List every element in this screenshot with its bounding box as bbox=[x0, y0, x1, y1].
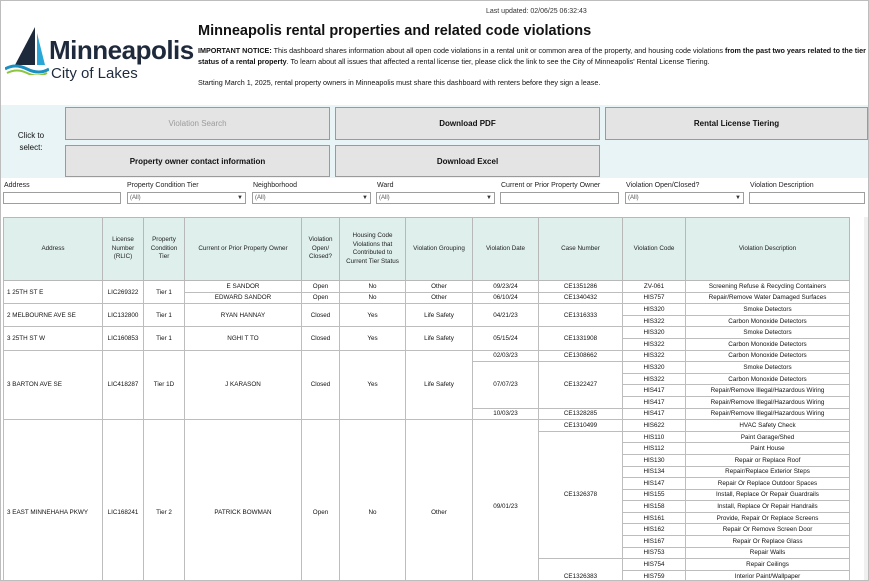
violations-table bbox=[3, 217, 859, 580]
ward-filter-value: (All) bbox=[379, 195, 390, 201]
table-cell: HIS162 bbox=[623, 524, 686, 536]
filter-label-address: Address bbox=[4, 182, 30, 189]
table-cell: LIC269322 bbox=[103, 281, 144, 304]
table-cell: Closed bbox=[302, 304, 340, 327]
table-cell: HIS320 bbox=[623, 327, 686, 339]
table-cell: Repair Or Replace Glass bbox=[686, 536, 850, 548]
table-cell: HIS322 bbox=[623, 315, 686, 327]
table-cell: Smoke Detectors bbox=[686, 362, 850, 374]
table-cell: 02/03/23 bbox=[473, 350, 539, 362]
button-panel bbox=[1, 105, 868, 178]
table-cell: CE1326378 bbox=[539, 431, 623, 559]
starting-notice: Starting March 1, 2025, rental property owners in Minneapolis must share this dashboard with renters before they sign a lease. bbox=[198, 78, 601, 87]
table-cell: CE1340432 bbox=[539, 292, 623, 304]
table-cell: Open bbox=[302, 281, 340, 293]
column-header[interactable]: Current or Prior Property Owner bbox=[185, 218, 302, 281]
filter-label-neighborhood: Neighborhood bbox=[253, 182, 297, 189]
table-cell: HIS130 bbox=[623, 454, 686, 466]
table-cell: Carbon Monoxide Detectors bbox=[686, 338, 850, 350]
notice-text-2: . To learn about all issues that affected a rental license tier, please click the link to see the City of Minneapolis' Rental License Tiering. bbox=[286, 56, 710, 66]
address-filter-input[interactable] bbox=[3, 192, 121, 204]
table-cell: Repair Or Remove Screen Door bbox=[686, 524, 850, 536]
table-cell: Smoke Detectors bbox=[686, 327, 850, 339]
table-cell: E SANDOR bbox=[185, 281, 302, 293]
table-row bbox=[4, 420, 859, 432]
table-cell: Paint Garage/Shed bbox=[686, 431, 850, 443]
table-cell: Carbon Monoxide Detectors bbox=[686, 315, 850, 327]
table-row bbox=[4, 281, 859, 293]
sail-logo-icon bbox=[5, 25, 49, 75]
ward-filter-select[interactable] bbox=[376, 192, 495, 204]
table-cell: HIS320 bbox=[623, 304, 686, 316]
table-cell: HIS417 bbox=[623, 385, 686, 397]
table-cell: Tier 1 bbox=[144, 327, 185, 350]
table-cell: Install, Replace Or Repair Handrails bbox=[686, 501, 850, 513]
column-header[interactable]: Violation Code bbox=[623, 218, 686, 281]
table-cell: Other bbox=[406, 292, 473, 304]
logo-tagline: City of Lakes bbox=[51, 65, 138, 82]
table-cell: Provide, Repair Or Replace Screens bbox=[686, 512, 850, 524]
table-cell: Repair/Remove Water Damaged Surfaces bbox=[686, 292, 850, 304]
table-cell: Repair Walls bbox=[686, 547, 850, 559]
property-owner-contact-button[interactable]: Property owner contact information bbox=[65, 145, 330, 177]
column-header[interactable]: Violation Open/ Closed? bbox=[302, 218, 340, 281]
table-cell: HIS161 bbox=[623, 512, 686, 524]
table-cell: HIS753 bbox=[623, 547, 686, 559]
table-cell: Other bbox=[406, 281, 473, 293]
table-cell: Tier 1 bbox=[144, 304, 185, 327]
table-cell: 09/23/24 bbox=[473, 281, 539, 293]
table-cell: 07/07/23 bbox=[473, 362, 539, 408]
chevron-down-icon: ▼ bbox=[362, 195, 368, 201]
table-scrollbar[interactable] bbox=[864, 217, 868, 580]
open-closed-filter-select[interactable] bbox=[625, 192, 744, 204]
neighborhood-filter-value: (All) bbox=[255, 195, 266, 201]
table-cell: Repair/Remove Illegal/Hazardous Wiring bbox=[686, 385, 850, 397]
table-cell: HIS134 bbox=[623, 466, 686, 478]
table-cell: EDWARD SANDOR bbox=[185, 292, 302, 304]
tier-filter-value: (All) bbox=[130, 195, 141, 201]
table-cell: Life Safety bbox=[406, 350, 473, 420]
table-cell: No bbox=[340, 292, 406, 304]
table-cell: Closed bbox=[302, 350, 340, 420]
table-cell: Carbon Monoxide Detectors bbox=[686, 350, 850, 362]
column-header[interactable]: Violation Description bbox=[686, 218, 850, 281]
column-header[interactable]: Case Number bbox=[539, 218, 623, 281]
table-cell: Other bbox=[406, 420, 473, 580]
owner-filter-input[interactable] bbox=[500, 192, 619, 204]
table-cell: Repair/Remove Illegal/Hazardous Wiring bbox=[686, 408, 850, 420]
table-cell: Repair or Replace Roof bbox=[686, 454, 850, 466]
filter-label-open-closed: Violation Open/Closed? bbox=[626, 182, 700, 189]
notice-label: IMPORTANT NOTICE: bbox=[198, 46, 272, 55]
table-cell: 1 25TH ST E bbox=[4, 281, 103, 304]
table-cell: 09/01/23 bbox=[473, 420, 539, 580]
table-cell: PATRICK BOWMAN bbox=[185, 420, 302, 580]
table-cell: No bbox=[340, 420, 406, 580]
description-filter-input[interactable] bbox=[749, 192, 865, 204]
filter-label-ward: Ward bbox=[377, 182, 394, 189]
table-header-row bbox=[4, 218, 859, 281]
important-notice bbox=[198, 46, 866, 67]
chevron-down-icon: ▼ bbox=[735, 195, 741, 201]
table-row bbox=[4, 304, 859, 316]
table-cell: Repair/Remove Illegal/Hazardous Wiring bbox=[686, 396, 850, 408]
table-cell: 2 MELBOURNE AVE SE bbox=[4, 304, 103, 327]
table-cell: LIC418287 bbox=[103, 350, 144, 420]
table-cell: CE1326383 bbox=[539, 559, 623, 580]
table-cell: HIS320 bbox=[623, 362, 686, 374]
table-cell: Tier 1 bbox=[144, 281, 185, 304]
table-cell: HIS757 bbox=[623, 292, 686, 304]
table-cell: Carbon Monoxide Detectors bbox=[686, 373, 850, 385]
table-cell: HIS322 bbox=[623, 373, 686, 385]
table-cell: 05/15/24 bbox=[473, 327, 539, 350]
table-cell: LIC168241 bbox=[103, 420, 144, 580]
table-cell: HIS622 bbox=[623, 420, 686, 432]
table-cell: CE1328285 bbox=[539, 408, 623, 420]
column-header[interactable]: License Number (RLIC) bbox=[103, 218, 144, 281]
table-cell: Interior Paint/Wallpaper bbox=[686, 570, 850, 580]
table-cell: Yes bbox=[340, 350, 406, 420]
table-cell: ZV-061 bbox=[623, 281, 686, 293]
violation-search-button[interactable]: Violation Search bbox=[65, 107, 330, 140]
table-cell: Yes bbox=[340, 327, 406, 350]
table-cell: HIS759 bbox=[623, 570, 686, 580]
table-cell: 3 25TH ST W bbox=[4, 327, 103, 350]
table-cell: 3 BARTON AVE SE bbox=[4, 350, 103, 420]
table-cell: Repair Ceilings bbox=[686, 559, 850, 571]
column-header[interactable]: Violation Date bbox=[473, 218, 539, 281]
table-cell: Repair/Replace Exterior Steps bbox=[686, 466, 850, 478]
column-header[interactable]: Violation Grouping bbox=[406, 218, 473, 281]
rental-license-tiering-button[interactable]: Rental License Tiering bbox=[605, 107, 868, 140]
table-row bbox=[4, 350, 859, 362]
violations-table-container[interactable] bbox=[3, 217, 867, 580]
table-cell: HIS167 bbox=[623, 536, 686, 548]
chevron-down-icon: ▼ bbox=[237, 195, 243, 201]
table-cell: HIS322 bbox=[623, 338, 686, 350]
table-cell: No bbox=[340, 281, 406, 293]
download-excel-button[interactable]: Download Excel bbox=[335, 145, 600, 177]
table-cell: LIC132800 bbox=[103, 304, 144, 327]
logo-wordmark: Minneapolis bbox=[49, 35, 194, 65]
table-row bbox=[4, 327, 859, 339]
table-cell: HIS158 bbox=[623, 501, 686, 513]
table-cell: CE1308662 bbox=[539, 350, 623, 362]
table-cell: CE1316333 bbox=[539, 304, 623, 327]
table-cell: Life Safety bbox=[406, 304, 473, 327]
chevron-down-icon: ▼ bbox=[486, 195, 492, 201]
table-cell: Paint House bbox=[686, 443, 850, 455]
table-cell: Smoke Detectors bbox=[686, 304, 850, 316]
neighborhood-filter-select[interactable] bbox=[252, 192, 371, 204]
table-cell: Closed bbox=[302, 327, 340, 350]
page-title: Minneapolis rental properties and related code violations bbox=[198, 23, 592, 39]
table-cell: CE1310499 bbox=[539, 420, 623, 432]
table-cell: 10/03/23 bbox=[473, 408, 539, 420]
table-cell: RYAN HANNAY bbox=[185, 304, 302, 327]
table-cell: Open bbox=[302, 420, 340, 580]
table-cell: Tier 2 bbox=[144, 420, 185, 580]
table-cell: LIC160853 bbox=[103, 327, 144, 350]
open-closed-filter-value: (All) bbox=[628, 195, 639, 201]
table-body bbox=[4, 281, 859, 581]
table-cell: HIS322 bbox=[623, 350, 686, 362]
table-cell: CE1322427 bbox=[539, 362, 623, 408]
click-to-select-label: Click to select: bbox=[17, 131, 45, 152]
tier-filter-select[interactable] bbox=[127, 192, 246, 204]
table-cell: J KARASON bbox=[185, 350, 302, 420]
column-header[interactable]: Housing Code Violations that Contributed to Current Tier Status bbox=[340, 218, 406, 281]
table-cell: HVAC Safety Check bbox=[686, 420, 850, 432]
table-cell: Install, Replace Or Repair Guardrails bbox=[686, 489, 850, 501]
table-cell: HIS417 bbox=[623, 396, 686, 408]
column-header[interactable]: Address bbox=[4, 218, 103, 281]
download-pdf-button[interactable]: Download PDF bbox=[335, 107, 600, 140]
filter-label-tier: Property Condition Tier bbox=[127, 182, 199, 189]
table-cell: Screening Refuse & Recycling Containers bbox=[686, 281, 850, 293]
notice-bold-text: from the past two years related to the tier status of a rental property bbox=[198, 46, 866, 66]
column-header[interactable]: Property Condition Tier bbox=[144, 218, 185, 281]
table-cell: HIS155 bbox=[623, 489, 686, 501]
filter-label-description: Violation Description bbox=[750, 182, 814, 189]
table-cell: HIS417 bbox=[623, 408, 686, 420]
table-cell: Open bbox=[302, 292, 340, 304]
table-cell: HIS110 bbox=[623, 431, 686, 443]
table-cell: NGHI T TO bbox=[185, 327, 302, 350]
table-cell: 04/21/23 bbox=[473, 304, 539, 327]
table-cell: CE1331908 bbox=[539, 327, 623, 350]
table-cell: 06/10/24 bbox=[473, 292, 539, 304]
table-cell: HIS754 bbox=[623, 559, 686, 571]
table-cell: Life Safety bbox=[406, 327, 473, 350]
table-cell: Yes bbox=[340, 304, 406, 327]
last-updated: Last updated: 02/06/25 06:32:43 bbox=[486, 8, 587, 15]
table-cell: CE1351286 bbox=[539, 281, 623, 293]
table-cell: Repair Or Replace Outdoor Spaces bbox=[686, 478, 850, 490]
city-logo bbox=[5, 25, 194, 85]
table-cell: Tier 1D bbox=[144, 350, 185, 420]
table-cell: 3 EAST MINNEHAHA PKWY bbox=[4, 420, 103, 580]
table-cell: HIS112 bbox=[623, 443, 686, 455]
table-cell: HIS147 bbox=[623, 478, 686, 490]
filter-label-owner: Current or Prior Property Owner bbox=[501, 182, 601, 189]
notice-text-1: This dashboard shares information about all open code violations in a rental unit or common area of the property, and housing code violations bbox=[271, 46, 725, 55]
